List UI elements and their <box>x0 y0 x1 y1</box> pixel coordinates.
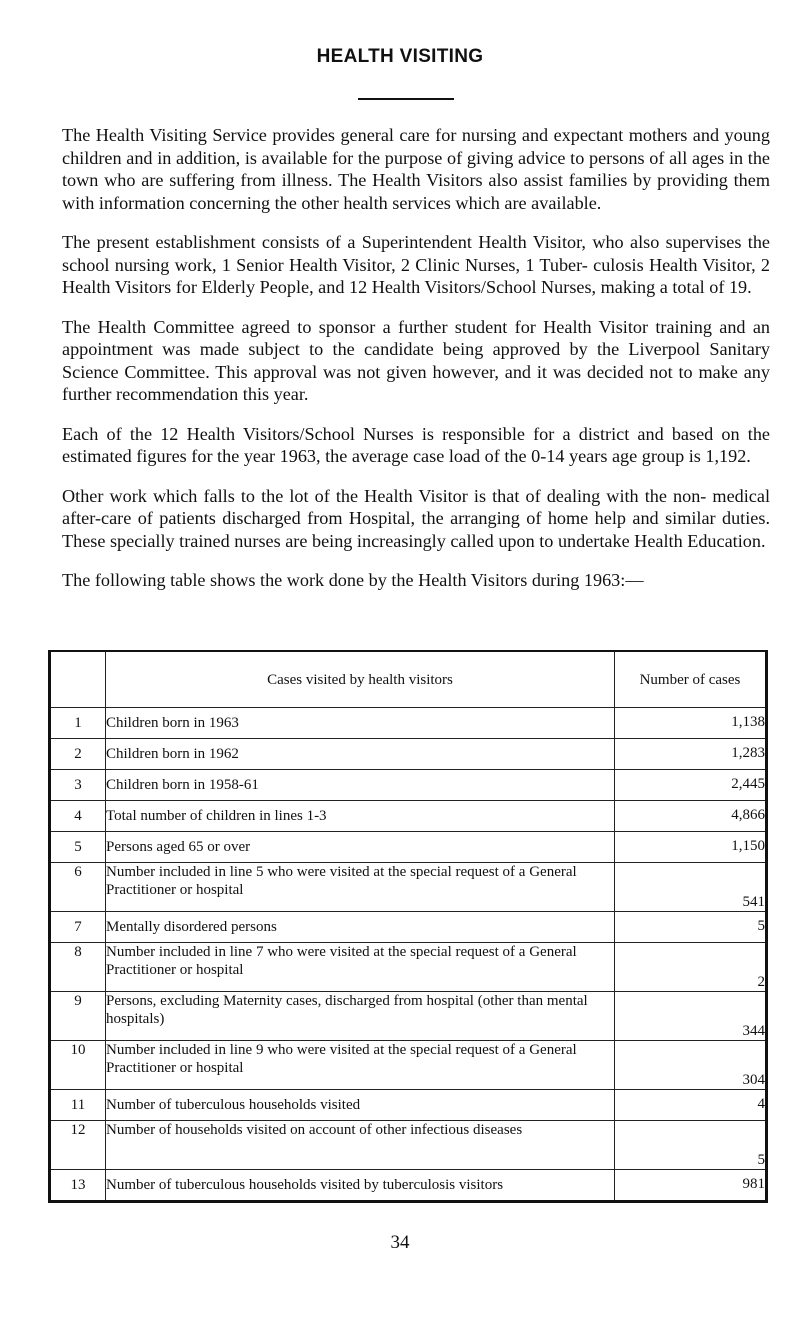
table-row <box>50 739 767 770</box>
body-text <box>62 124 770 609</box>
title-divider <box>358 98 454 100</box>
table-row <box>50 708 767 739</box>
row-index: 4 <box>50 801 106 832</box>
header-description: Cases visited by health visitors <box>106 651 615 708</box>
row-index: 11 <box>50 1090 106 1121</box>
row-count: 1,283 <box>615 739 767 770</box>
row-count: 5 <box>615 912 767 943</box>
row-index: 12 <box>50 1121 106 1170</box>
row-count: 5 <box>615 1121 767 1170</box>
row-description: Number included in line 9 who were visited at the special request of a General Practitioner or hospital <box>106 1041 615 1090</box>
row-description: Total number of children in lines 1-3 <box>106 801 615 832</box>
table-row <box>50 801 767 832</box>
row-count: 981 <box>615 1170 767 1202</box>
page-title: HEALTH VISITING <box>316 46 484 67</box>
visits-table-container <box>48 650 768 1203</box>
row-index: 6 <box>50 863 106 912</box>
table-row <box>50 832 767 863</box>
row-count: 344 <box>615 992 767 1041</box>
paragraph-table-intro: The following table shows the work done by the Health Visitors during 1963:— <box>62 570 644 590</box>
row-index: 13 <box>50 1170 106 1202</box>
row-description: Persons aged 65 or over <box>106 832 615 863</box>
page-number: 34 <box>390 1232 410 1253</box>
row-count: 304 <box>615 1041 767 1090</box>
row-description: Children born in 1958-61 <box>106 770 615 801</box>
header-index <box>50 651 106 708</box>
row-description: Number of households visited on account of other infectious diseases <box>106 1121 615 1170</box>
row-count: 541 <box>615 863 767 912</box>
table-header-row <box>50 651 767 708</box>
row-index: 7 <box>50 912 106 943</box>
row-count: 1,150 <box>615 832 767 863</box>
row-description: Persons, excluding Maternity cases, discharged from hospital (other than mental hospitals) <box>106 992 615 1041</box>
table-row <box>50 1041 767 1090</box>
row-description: Number of tuberculous households visited <box>106 1090 615 1121</box>
row-index: 2 <box>50 739 106 770</box>
row-index: 1 <box>50 708 106 739</box>
row-index: 5 <box>50 832 106 863</box>
table-row <box>50 770 767 801</box>
row-description: Children born in 1962 <box>106 739 615 770</box>
paragraph-case-load: Each of the 12 Health Visitors/School Nurses is responsible for a district and based on the estimated figures for the year 1963, the average case load of the 0-14 years age group is 1,192. <box>62 423 770 466</box>
row-description: Number of tuberculous households visited by tuberculosis visitors <box>106 1170 615 1202</box>
header-count: Number of cases <box>615 651 767 708</box>
row-description: Mentally disordered persons <box>106 912 615 943</box>
row-count: 2,445 <box>615 770 767 801</box>
paragraph-establishment: The present establishment consists of a Superintendent Health Visitor, who also supervises the school nursing work, 1 Senior Health Visitor, 2 Clinic Nurses, 1 Tuber- culosis Health Visitor, 2 Health Visitors for Elderly People, and 12 Health Visitors/School Nurses, making a total of 19. <box>62 232 770 297</box>
row-index: 8 <box>50 943 106 992</box>
row-index: 3 <box>50 770 106 801</box>
row-description: Children born in 1963 <box>106 708 615 739</box>
row-description: Number included in line 7 who were visited at the special request of a General Practitioner or hospital <box>106 943 615 992</box>
table-row <box>50 1170 767 1202</box>
row-index: 9 <box>50 992 106 1041</box>
paragraph-training: The Health Committee agreed to sponsor a further student for Health Visitor training and an appointment was made subject to the candidate being approved by the Liverpool Sanitary Science Committee. This approval was not given however, and it was decided not to make any further recommendation this year. <box>62 316 770 404</box>
table-row <box>50 1121 767 1170</box>
table-row <box>50 912 767 943</box>
row-count: 2 <box>615 943 767 992</box>
table-row <box>50 992 767 1041</box>
row-description: Number included in line 5 who were visited at the special request of a General Practitioner or hospital <box>106 863 615 912</box>
paragraph-service-overview: The Health Visiting Service provides general care for nursing and expectant mothers and young children and in addition, is available for the purpose of giving advice to persons of all ages in the town who are suffering from illness. The Health Visitors also assist families by providing them with information concerning the other health services which are available. <box>62 125 770 213</box>
table-row <box>50 943 767 992</box>
row-index: 10 <box>50 1041 106 1090</box>
paragraph-other-work: Other work which falls to the lot of the Health Visitor is that of dealing with the non- medical after-care of patients discharged from Hospital, the arranging of home help and similar duties. These specially trained nurses are being increasingly called upon to undertake Health Education. <box>62 485 770 551</box>
row-count: 4,866 <box>615 801 767 832</box>
visits-table <box>48 650 768 1203</box>
row-count: 4 <box>615 1090 767 1121</box>
table-row <box>50 1090 767 1121</box>
table-row <box>50 863 767 912</box>
row-count: 1,138 <box>615 708 767 739</box>
